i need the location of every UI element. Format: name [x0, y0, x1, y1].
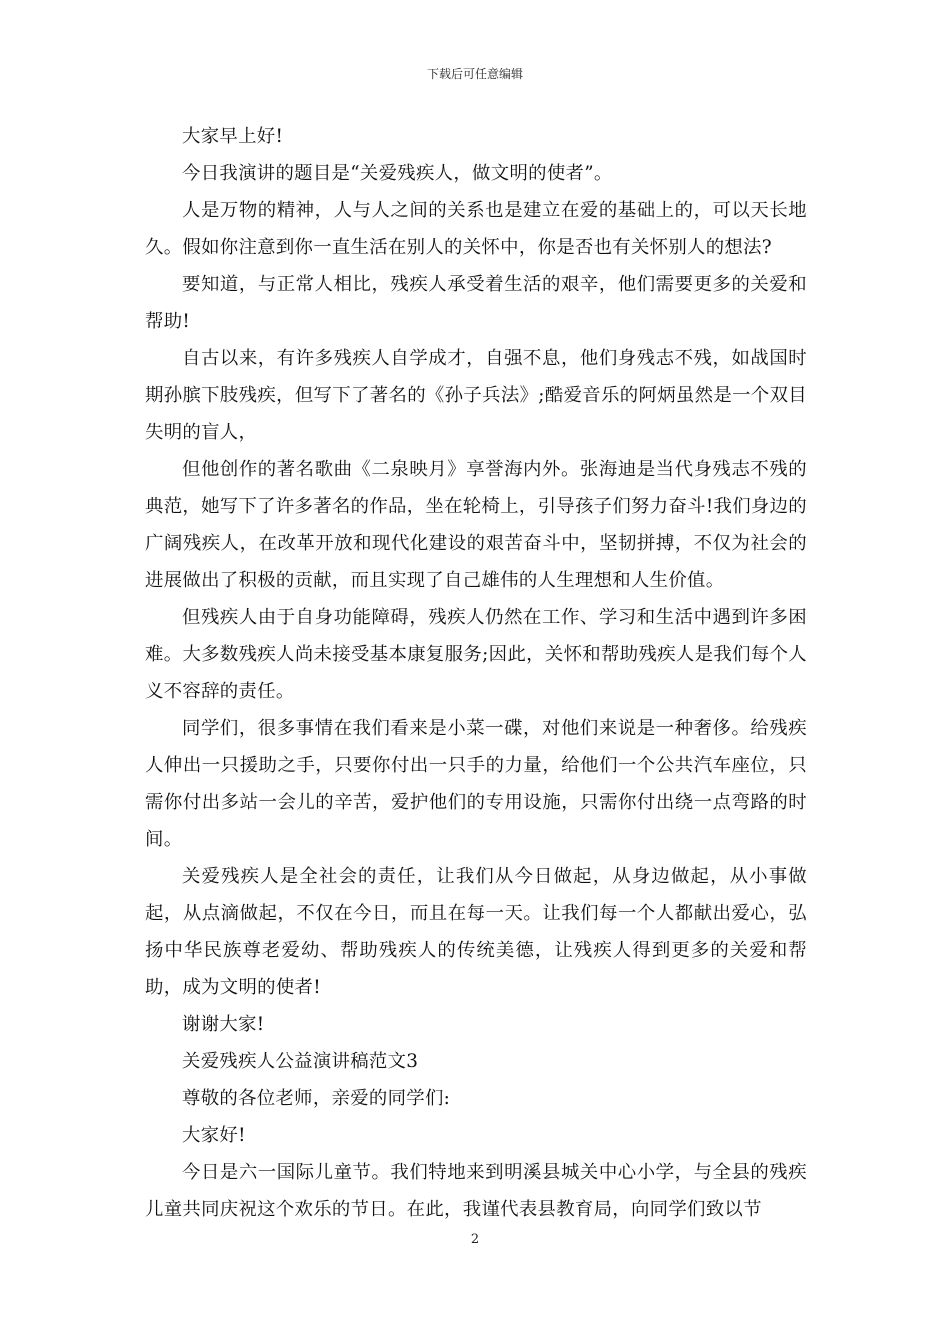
paragraph-hello: 大家好! [182, 1125, 246, 1146]
paragraph-examples: 但他创作的著名歌曲《二泉映月》享誉海内外。张海迪是当代身残志不残的典范，她写下了许多著名的作品，坐在轮椅上，引导孩子们努力奋斗!我们身边的广阔残疾人，在改革开放和现代化建设的艰苦奋斗中，坚韧拼搏，不仅为社会的进展做出了积极的贡献，而且实现了自己雄伟的人生理想和人生价值。 [145, 459, 807, 591]
page-header-note: 下载后可任意编辑 [426, 67, 523, 81]
paragraph-love: 人是万物的精神，人与人之间的关系也是建立在爱的基础上的，可以天长地久。假如你注意到你一直生活在别人的关怀中，你是否也有关怀别人的想法? [145, 200, 807, 258]
paragraph-topic: 今日我演讲的题目是“关爱残疾人，做文明的使者”。 [182, 163, 613, 184]
paragraph-childrens-day: 今日是六一国际儿童节。我们特地来到明溪县城关中心小学，与全县的残疾儿童共同庆祝这个欢乐的节日。在此，我谨代表县教育局，向同学们致以节 [145, 1162, 807, 1220]
paragraph-responsibility: 关爱残疾人是全社会的责任，让我们从今日做起，从身边做起，从小事做起，从点滴做起，不仅在今日，而且在每一天。让我们每一个人都献出爱心，弘扬中华民族尊老爱幼、帮助残疾人的传统美德，让残疾人得到更多的关爱和帮助，成为文明的使者! [145, 866, 807, 998]
paragraph-difficulties: 但残疾人由于自身功能障碍，残疾人仍然在工作、学习和生活中遇到许多困难。大多数残疾人尚未接受基本康复服务;因此，关怀和帮助残疾人是我们每个人义不容辞的责任。 [145, 607, 807, 702]
document-body [145, 118, 807, 1228]
paragraph-thanks: 谢谢大家! [182, 1014, 265, 1035]
page-number: 2 [470, 1232, 480, 1247]
paragraph-care: 要知道，与正常人相比，残疾人承受着生活的艰辛，他们需要更多的关爱和帮助! [145, 274, 807, 332]
paragraph-history: 自古以来，有许多残疾人自学成才，自强不息，他们身残志不残，如战国时期孙膑下肢残疾，但写下了著名的《孙子兵法》;酷爱音乐的阿炳虽然是一个双目失明的盲人， [145, 348, 807, 443]
paragraph-section-title: 关爱残疾人公益演讲稿范文3 [182, 1051, 419, 1072]
paragraph-students: 同学们，很多事情在我们看来是小菜一碟，对他们来说是一种奢侈。给残疾人伸出一只援助之手，只要你付出一只手的力量，给他们一个公共汽车座位，只需你付出多站一会儿的辛苦，爱护他们的专用设施，只需你付出绕一点弯路的时间。 [145, 718, 807, 850]
paragraph-greeting: 大家早上好! [182, 126, 284, 147]
paragraph-salutation: 尊敬的各位老师，亲爱的同学们: [182, 1088, 451, 1109]
